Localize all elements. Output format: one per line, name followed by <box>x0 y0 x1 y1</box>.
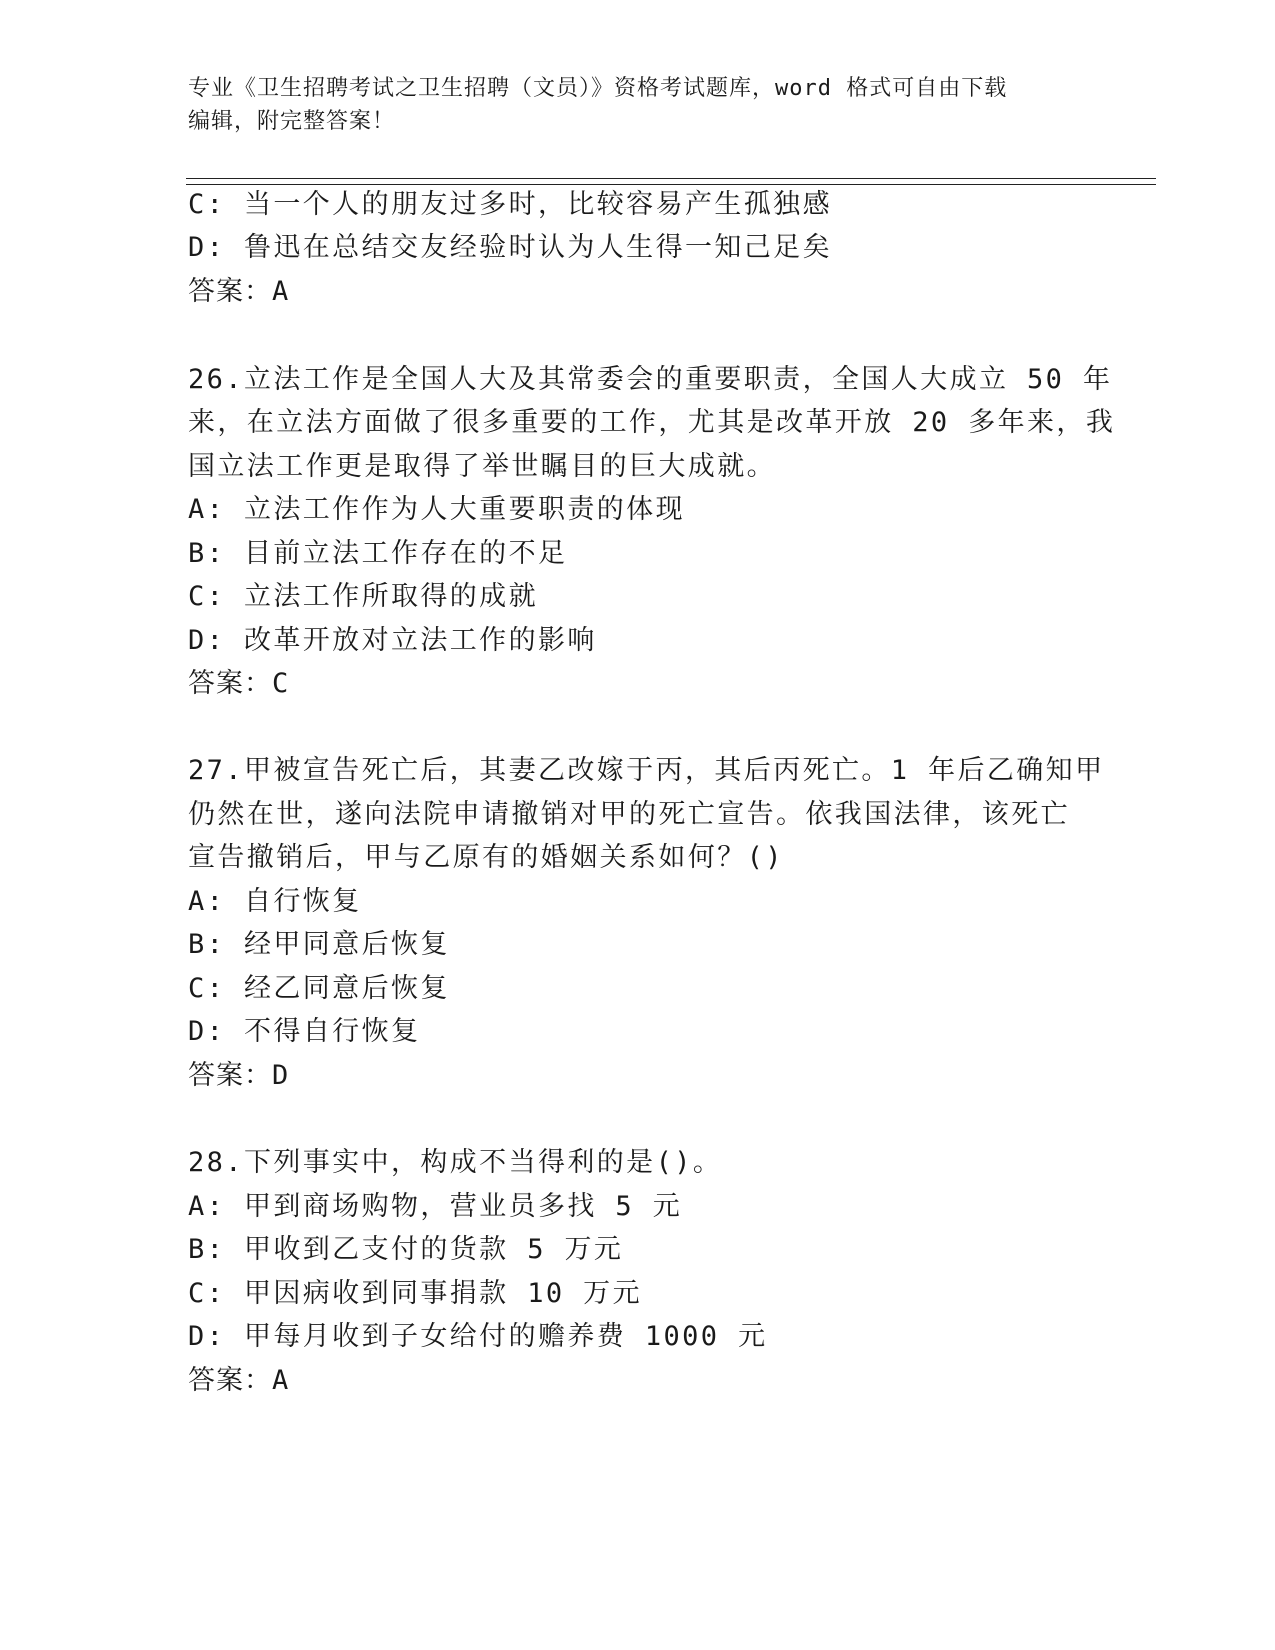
q26-stem-line-3: 国立法工作更是取得了举世瞩目的巨大成就。 <box>188 451 776 482</box>
q26-option-b: B: 目前立法工作存在的不足 <box>188 538 568 569</box>
q27-option-a: A: 自行恢复 <box>188 886 362 917</box>
header-rule-bottom <box>186 184 1156 185</box>
q26-option-c: C: 立法工作所取得的成就 <box>188 581 538 612</box>
q27-option-d: D: 不得自行恢复 <box>188 1016 421 1047</box>
q28-option-a: A: 甲到商场购物，营业员多找 5 元 <box>188 1191 683 1222</box>
header-line-1: 专业《卫生招聘考试之卫生招聘（文员）》资格考试题库，word 格式可自由下载 <box>188 76 1008 101</box>
q26-answer <box>188 666 289 702</box>
q28-option-d: D: 甲每月收到子女给付的赡养费 1000 元 <box>188 1321 768 1352</box>
document-header <box>188 72 1088 138</box>
answer-label: 答案： <box>188 1060 272 1091</box>
q27-answer <box>188 1058 289 1094</box>
q28-stem-line-1: 28.下列事实中，构成不当得利的是()。 <box>188 1147 723 1178</box>
answer-label: 答案： <box>188 668 272 699</box>
q26-option-d: D: 改革开放对立法工作的影响 <box>188 625 597 656</box>
answer-value: D <box>272 1060 290 1091</box>
prev-option-d: D: 鲁迅在总结交友经验时认为人生得一知己足矣 <box>188 232 832 263</box>
q26-stem-line-1: 26.立法工作是全国人大及其常委会的重要职责，全国人大成立 50 年 <box>188 364 1113 395</box>
prev-option-c: C: 当一个人的朋友过多时，比较容易产生孤独感 <box>188 189 832 220</box>
q28-option-c: C: 甲因病收到同事捐款 10 万元 <box>188 1278 642 1309</box>
q27-stem-line-1: 27.甲被宣告死亡后，其妻乙改嫁于丙，其后丙死亡。1 年后乙确知甲 <box>188 755 1105 786</box>
answer-value: A <box>272 276 290 307</box>
answer-value: C <box>272 668 290 699</box>
q26-option-a: A: 立法工作作为人大重要职责的体现 <box>188 494 685 525</box>
answer-value: A <box>272 1365 290 1396</box>
answer-label: 答案： <box>188 276 272 307</box>
q28-answer <box>188 1363 289 1399</box>
q27-option-b: B: 经甲同意后恢复 <box>188 929 450 960</box>
q26-stem-line-2: 来，在立法方面做了很多重要的工作，尤其是改革开放 20 多年来，我 <box>188 407 1116 438</box>
q27-stem-line-3: 宣告撤销后，甲与乙原有的婚姻关系如何？() <box>188 842 784 873</box>
answer-label: 答案： <box>188 1365 272 1396</box>
header-line-2: 编辑，附完整答案！ <box>188 109 396 134</box>
header-rule-top <box>186 178 1156 179</box>
q27-option-c: C: 经乙同意后恢复 <box>188 973 450 1004</box>
prev-answer <box>188 274 289 310</box>
q28-option-b: B: 甲收到乙支付的货款 5 万元 <box>188 1234 624 1265</box>
q27-stem-line-2: 仍然在世，遂向法院申请撤销对甲的死亡宣告。依我国法律，该死亡 <box>188 799 1070 830</box>
